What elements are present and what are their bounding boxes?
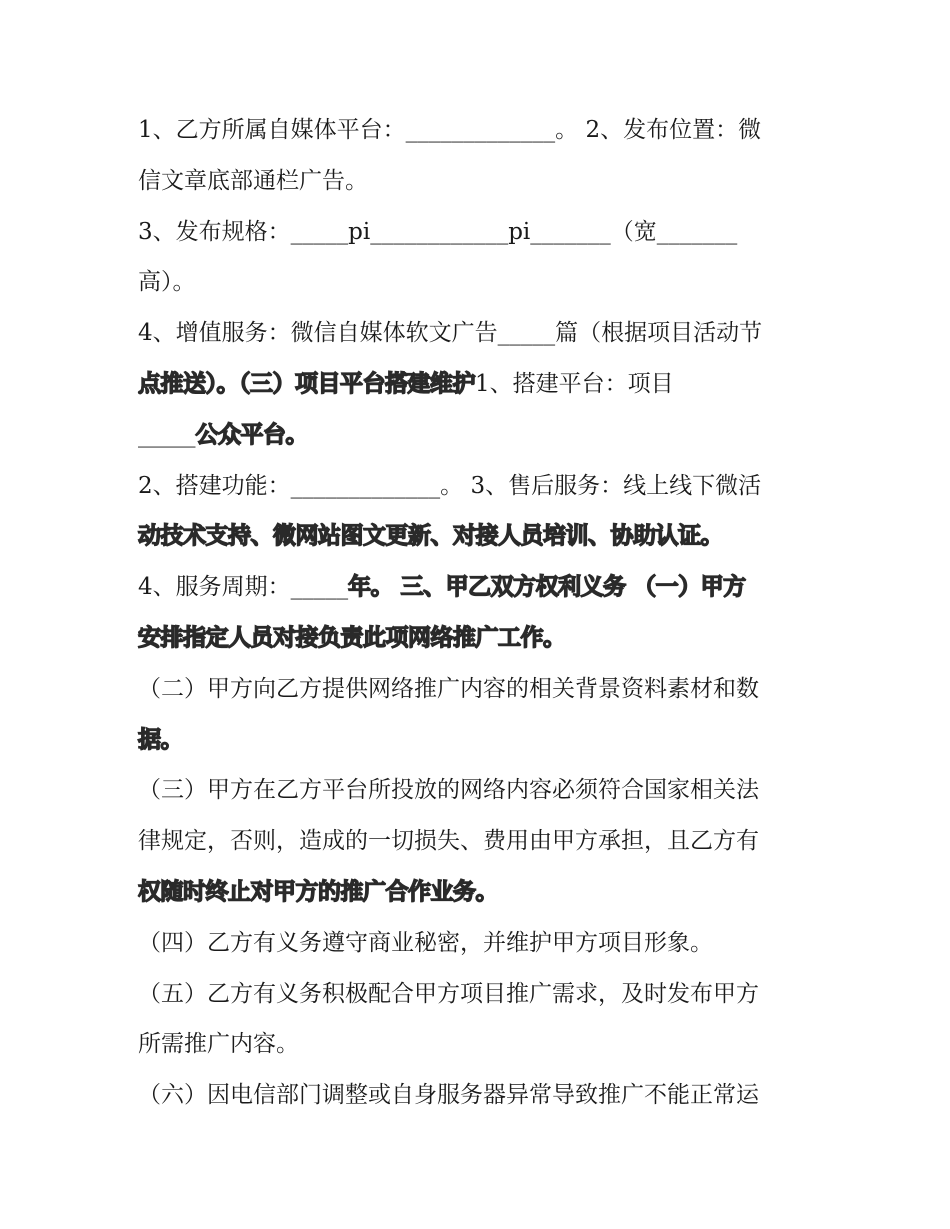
- text-line: [138, 210, 818, 261]
- text-line: [138, 616, 818, 667]
- outlined-text-segment: 权随时终止对甲方的推广合作业务。: [138, 878, 498, 905]
- text-segment: （二）甲方向乙方提供网络推广内容的相关背景资料素材和数: [138, 675, 759, 702]
- text-segment: 高）。: [138, 269, 196, 296]
- text-line: [138, 159, 818, 210]
- text-line: [138, 1022, 818, 1073]
- text-segment: （五）乙方有义务积极配合甲方项目推广需求，及时发布甲方: [138, 980, 759, 1007]
- text-line: [138, 718, 818, 769]
- text-line: [138, 413, 818, 464]
- text-line: [138, 362, 818, 413]
- outlined-text-segment: 据。: [138, 726, 183, 753]
- text-line: [138, 514, 818, 565]
- text-segment: 所需推广内容。: [138, 1031, 299, 1058]
- outlined-text-segment: 安排指定人员对接负责此项网络推广工作。: [138, 624, 566, 651]
- outlined-text-segment: 年。 三、甲乙双方权利义务 （一）甲方: [348, 574, 746, 601]
- text-line: [138, 819, 818, 870]
- text-segment: 2、搭建功能：_____________。 3、售后服务：线上线下微活: [138, 472, 762, 499]
- text-line: [138, 921, 818, 972]
- text-line: [138, 260, 818, 311]
- text-segment: （三）甲方在乙方平台所投放的网络内容必须符合国家相关法: [138, 777, 759, 804]
- contract-body: [138, 108, 818, 1124]
- text-line: [138, 768, 818, 819]
- outlined-text-segment: 公众平台。: [195, 421, 308, 448]
- text-line: [138, 108, 818, 159]
- text-segment: （四）乙方有义务遵守商业秘密，并维护甲方项目形象。: [138, 929, 713, 956]
- text-line: [138, 464, 818, 515]
- text-segment: 4、增值服务：微信自媒体软文广告_____篇（根据项目活动节: [138, 320, 763, 347]
- text-line: [138, 1073, 818, 1124]
- text-line: [138, 565, 818, 616]
- outlined-text-segment: 点推送）。（三）项目平台搭建维护: [138, 370, 475, 397]
- text-segment: 信文章底部通栏广告。: [138, 167, 368, 194]
- outlined-text-segment: 动技术支持、微网站图文更新、对接人员培训、协助认证。: [138, 523, 723, 550]
- text-segment: 1、乙方所属自媒体平台：_____________。 2、发布位置：微: [138, 117, 762, 143]
- text-segment: （六）因电信部门调整或自身服务器异常导致推广不能正常运: [138, 1082, 759, 1109]
- text-segment: 4、服务周期：_____: [138, 574, 349, 601]
- text-line: [138, 311, 818, 362]
- text-segment: 3、发布规格：_____pi____________pi_______（宽_______: [138, 218, 738, 245]
- text-line: [138, 972, 818, 1023]
- text-segment: 1、搭建平台：项目: [475, 370, 674, 397]
- text-line: [138, 870, 818, 921]
- text-segment: 律规定，否则，造成的一切损失、费用由甲方承担，且乙方有: [138, 828, 759, 855]
- text-segment: _____: [138, 421, 196, 448]
- text-line: [138, 667, 818, 718]
